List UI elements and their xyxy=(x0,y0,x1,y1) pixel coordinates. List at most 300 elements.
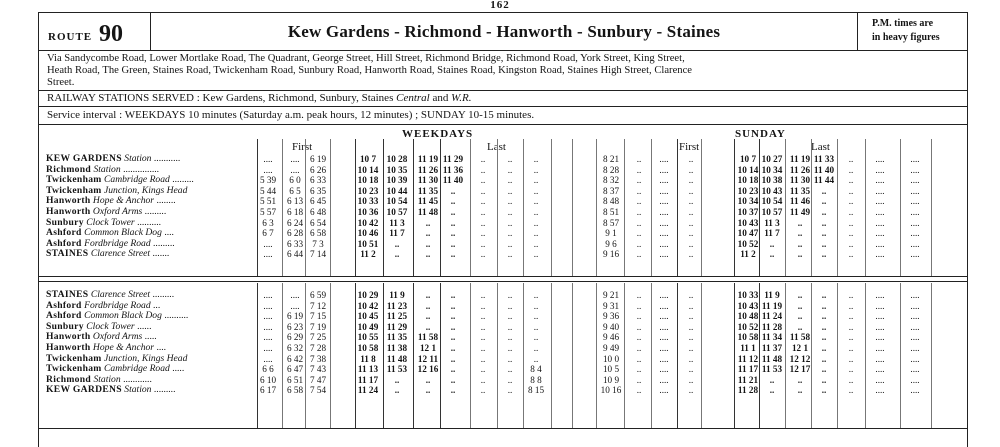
time-cell: 10 52 xyxy=(737,238,759,249)
stop-place: Richmond xyxy=(46,164,92,175)
time-cell: 12 1 xyxy=(791,343,809,353)
time-cell: .. xyxy=(688,374,694,385)
leader-dots: ..... xyxy=(144,332,157,343)
time-cell: .. xyxy=(450,385,456,396)
time-cell: .. xyxy=(636,332,642,343)
column-rule xyxy=(734,139,735,276)
time-cell: .. xyxy=(507,196,513,207)
time-cell: 7 12 xyxy=(309,300,327,311)
time-cell: .. xyxy=(688,249,694,260)
stop-place: Sunbury xyxy=(46,217,84,228)
time-cell: .... xyxy=(875,374,885,385)
time-cell: .... xyxy=(875,238,885,249)
time-cell: .... xyxy=(659,311,669,322)
column-rule xyxy=(440,139,441,276)
time-cell: .. xyxy=(797,385,803,396)
stop-detail: Clock Tower xyxy=(86,321,135,332)
time-cell: .. xyxy=(688,175,694,186)
divider xyxy=(39,106,967,107)
time-cell: .... xyxy=(263,321,273,332)
time-cell: 6 42 xyxy=(286,353,304,364)
time-cell: .... xyxy=(875,207,885,217)
stop-name xyxy=(46,228,266,239)
time-cell: .. xyxy=(688,228,694,239)
time-cell: .... xyxy=(910,217,920,228)
column-rule xyxy=(865,139,866,276)
stop-detail: Clarence Street xyxy=(90,249,151,260)
column-rule xyxy=(355,139,356,276)
weekdays-last-heading: Last xyxy=(487,141,506,153)
time-cell: .. xyxy=(507,321,513,332)
time-cell: .. xyxy=(533,185,539,196)
time-cell: .... xyxy=(659,185,669,196)
time-cell: .... xyxy=(263,154,273,164)
time-cell: .. xyxy=(507,300,513,311)
stop-place: Twickenham xyxy=(46,185,102,196)
time-cell: 11 24 xyxy=(761,311,783,322)
time-cell: .. xyxy=(848,185,854,196)
time-cell: 11 12 xyxy=(737,353,759,364)
time-cell: .. xyxy=(797,374,803,385)
time-cell: 5 39 xyxy=(259,175,277,186)
time-cell: .... xyxy=(875,154,885,164)
time-cell: .. xyxy=(848,364,854,375)
time-cell: .... xyxy=(875,332,885,343)
stop-detail: Junction, Kings Head xyxy=(104,353,188,364)
time-cell: .. xyxy=(848,175,854,186)
column-rule xyxy=(837,139,838,276)
column-rule xyxy=(701,283,702,428)
time-cell: 6 32 xyxy=(286,343,304,353)
time-cell: .. xyxy=(480,228,486,239)
time-cell: .. xyxy=(450,238,456,249)
time-cell: .... xyxy=(659,343,669,353)
time-cell: .. xyxy=(769,385,775,396)
time-cell: 11 7 xyxy=(389,228,405,239)
time-cell: 10 51 xyxy=(357,238,379,249)
time-cell: .. xyxy=(848,290,854,300)
time-cell: 11 1 xyxy=(740,343,756,353)
leader-dots: ......... xyxy=(172,175,194,186)
leader-dots: ........... xyxy=(153,154,181,164)
time-cell: 8 32 xyxy=(602,175,620,186)
time-cell: 6 59 xyxy=(309,290,327,300)
time-cell: 8 57 xyxy=(602,217,620,228)
time-cell: 12 12 xyxy=(789,353,811,364)
time-cell: .. xyxy=(480,374,486,385)
time-cell: .. xyxy=(480,185,486,196)
time-cell: 11 3 xyxy=(764,217,780,228)
time-cell: 10 5 xyxy=(602,364,620,375)
stop-place: Hanworth xyxy=(46,207,91,217)
time-cell: 6 48 xyxy=(309,207,327,217)
time-cell: .. xyxy=(480,154,486,164)
time-cell: .. xyxy=(688,343,694,353)
time-cell: 11 19 xyxy=(417,154,439,164)
table-row xyxy=(39,196,967,207)
column-rule xyxy=(497,139,498,276)
time-cell: 6 44 xyxy=(286,249,304,260)
stop-name xyxy=(46,218,266,229)
stop-detail: Oxford Arms xyxy=(92,207,143,217)
column-rule xyxy=(305,139,306,276)
leader-dots: ............... xyxy=(123,164,160,175)
time-cell: 7 15 xyxy=(309,311,327,322)
time-cell: 11 53 xyxy=(761,364,783,375)
time-cell: .. xyxy=(480,353,486,364)
time-cell: 11 40 xyxy=(813,164,835,175)
time-cell: 5 51 xyxy=(259,196,277,207)
stop-detail: Cambridge Road xyxy=(104,175,170,186)
time-cell: .. xyxy=(848,238,854,249)
column-rule xyxy=(811,283,812,428)
via-line-3: Street. xyxy=(47,77,75,88)
stop-detail: Hope & Anchor xyxy=(92,196,155,207)
time-cell: .. xyxy=(507,164,513,175)
column-rule xyxy=(624,283,625,428)
time-cell: 11 30 xyxy=(417,175,439,186)
time-cell: .. xyxy=(450,332,456,343)
time-cell: 11 48 xyxy=(761,353,783,364)
stop-name xyxy=(46,322,266,333)
leader-dots: ......... xyxy=(153,385,176,396)
time-cell: .... xyxy=(910,300,920,311)
time-cell: .. xyxy=(425,321,431,332)
time-cell: .. xyxy=(688,207,694,217)
time-cell: .. xyxy=(821,249,827,260)
table-row xyxy=(39,354,967,365)
time-cell: 10 43 xyxy=(737,300,759,311)
column-rule xyxy=(383,283,384,428)
time-cell: .... xyxy=(659,353,669,364)
time-cell: 8 28 xyxy=(602,164,620,175)
column-rule xyxy=(624,139,625,276)
time-cell: .. xyxy=(450,196,456,207)
time-cell: 10 33 xyxy=(357,196,379,207)
column-rule xyxy=(330,139,331,276)
time-cell: 10 47 xyxy=(737,228,759,239)
time-cell: .. xyxy=(507,228,513,239)
route-number: 90 xyxy=(99,21,123,47)
time-cell: 11 58 xyxy=(417,332,439,343)
time-cell: 11 3 xyxy=(389,217,405,228)
leader-dots: .... xyxy=(164,228,174,239)
time-cell: .. xyxy=(507,154,513,164)
stop-detail: Hope & Anchor xyxy=(92,343,155,353)
time-cell: .... xyxy=(659,364,669,375)
time-cell: 11 58 xyxy=(789,332,811,343)
time-cell: 6 26 xyxy=(309,164,327,175)
time-cell: .. xyxy=(507,290,513,300)
column-rule xyxy=(759,283,760,428)
time-cell: .. xyxy=(425,217,431,228)
time-cell: .. xyxy=(507,311,513,322)
stop-name xyxy=(46,154,266,165)
time-cell: 6 18 xyxy=(286,207,304,217)
time-cell: .. xyxy=(821,290,827,300)
route-box xyxy=(39,13,151,50)
time-cell: 7 38 xyxy=(309,353,327,364)
time-cell: 11 26 xyxy=(417,164,439,175)
time-cell: 6 47 xyxy=(286,364,304,375)
time-cell: .. xyxy=(450,353,456,364)
stop-name xyxy=(46,175,266,186)
table-row xyxy=(39,165,967,176)
time-cell: .... xyxy=(659,238,669,249)
stop-place: Ashford xyxy=(46,238,82,249)
time-cell: .. xyxy=(425,290,431,300)
time-cell: 6 0 xyxy=(289,175,301,186)
time-cell: 7 3 xyxy=(312,238,324,249)
time-cell: .. xyxy=(507,185,513,196)
stop-place: Ashford xyxy=(46,300,82,311)
stop-name xyxy=(46,165,266,176)
column-rule xyxy=(572,283,573,428)
time-cell: .... xyxy=(263,238,273,249)
time-cell: .. xyxy=(533,300,539,311)
time-cell: 11 40 xyxy=(442,175,464,186)
time-cell: .... xyxy=(910,321,920,332)
column-rule xyxy=(257,139,258,276)
sunday-last-heading: Last xyxy=(811,141,830,153)
time-cell: 11 21 xyxy=(737,374,759,385)
leader-dots: ......... xyxy=(152,290,175,300)
stop-place: Hanworth xyxy=(46,196,91,207)
time-cell: .... xyxy=(875,385,885,396)
time-cell: 12 17 xyxy=(789,364,811,375)
time-cell: 11 30 xyxy=(789,175,811,186)
time-cell: .... xyxy=(910,154,920,164)
service-interval: Service interval : WEEKDAYS 10 minutes (Saturday a.m. peak hours, 12 minutes) ; SUNDAY 10-15 minutes. xyxy=(47,109,535,121)
time-cell: 11 37 xyxy=(761,343,783,353)
column-rule xyxy=(330,283,331,428)
time-cell: .... xyxy=(290,164,300,175)
time-cell: 6 33 xyxy=(286,238,304,249)
time-cell: 7 28 xyxy=(309,343,327,353)
time-cell: .... xyxy=(659,300,669,311)
table-row xyxy=(39,322,967,333)
time-cell: .... xyxy=(659,249,669,260)
column-rule xyxy=(572,139,573,276)
time-cell: .. xyxy=(480,364,486,375)
stop-name xyxy=(46,311,266,322)
time-cell: .... xyxy=(290,154,300,164)
sunday-first-heading: First xyxy=(679,141,700,153)
column-rule xyxy=(931,283,932,428)
table-row xyxy=(39,311,967,322)
time-cell: .. xyxy=(533,207,539,217)
time-cell: .. xyxy=(533,196,539,207)
time-cell: .. xyxy=(636,175,642,186)
via-line-2: Heath Road, The Green, Staines Road, Twickenham Road, Sunbury Road, Hanworth Road, Staines Road, Kingston Road, Staines High Street, Clarence xyxy=(47,65,692,76)
stop-place: Twickenham xyxy=(46,175,102,186)
time-cell: .... xyxy=(875,321,885,332)
stop-detail: Fordbridge Road xyxy=(84,238,151,249)
pm-note-line-2: in heavy figures xyxy=(872,32,940,43)
time-cell: .. xyxy=(848,196,854,207)
time-cell: 6 33 xyxy=(309,175,327,186)
time-cell: 10 45 xyxy=(357,311,379,322)
table-row xyxy=(39,364,967,375)
time-cell: .... xyxy=(659,164,669,175)
stop-detail: Station xyxy=(124,385,152,396)
time-cell: 11 19 xyxy=(761,300,783,311)
column-rule xyxy=(383,139,384,276)
time-cell: .. xyxy=(480,385,486,396)
time-cell: .. xyxy=(821,374,827,385)
stop-place: Hanworth xyxy=(46,332,91,343)
time-cell: 10 16 xyxy=(600,385,622,396)
time-cell: .. xyxy=(821,364,827,375)
time-cell: .... xyxy=(910,228,920,239)
time-cell: .. xyxy=(507,385,513,396)
column-rule xyxy=(551,139,552,276)
divider xyxy=(39,428,967,429)
time-cell: .... xyxy=(659,175,669,186)
time-cell: 8 15 xyxy=(527,385,545,396)
time-cell: .... xyxy=(910,207,920,217)
stop-place: Ashford xyxy=(46,311,82,322)
route-header xyxy=(39,13,967,51)
time-cell: .. xyxy=(533,164,539,175)
time-cell: .... xyxy=(910,249,920,260)
time-cell: 10 7 xyxy=(359,154,377,164)
leader-dots: .... xyxy=(156,343,167,353)
time-cell: .... xyxy=(263,249,273,260)
time-cell: .... xyxy=(875,290,885,300)
time-cell: .. xyxy=(507,175,513,186)
time-cell: .... xyxy=(659,290,669,300)
stop-name xyxy=(46,301,266,312)
time-cell: .... xyxy=(875,217,885,228)
column-rule xyxy=(470,283,471,428)
time-cell: .. xyxy=(797,300,803,311)
stop-place: KEW GARDENS xyxy=(46,154,122,164)
time-cell: 11 17 xyxy=(357,374,379,385)
time-cell: 8 37 xyxy=(602,185,620,196)
time-cell: .. xyxy=(425,374,431,385)
column-rule xyxy=(470,139,471,276)
time-cell: .... xyxy=(875,185,885,196)
table-row xyxy=(39,228,967,239)
time-cell: 11 8 xyxy=(360,353,376,364)
time-cell: .... xyxy=(875,228,885,239)
time-cell: .. xyxy=(533,238,539,249)
time-cell: .. xyxy=(636,185,642,196)
time-cell: .... xyxy=(263,311,273,322)
time-cell: .... xyxy=(263,353,273,364)
time-cell: .. xyxy=(636,364,642,375)
railway-central: Central xyxy=(396,92,430,104)
time-cell: 11 24 xyxy=(357,385,379,396)
time-cell: 6 23 xyxy=(286,321,304,332)
time-cell: .... xyxy=(659,332,669,343)
page-number: 162 xyxy=(490,0,510,11)
time-cell: .. xyxy=(450,185,456,196)
time-cell: .. xyxy=(797,249,803,260)
time-cell: .. xyxy=(507,374,513,385)
time-cell: .. xyxy=(425,238,431,249)
time-cell: 9 6 xyxy=(605,238,617,249)
time-cell: 10 35 xyxy=(386,164,408,175)
time-cell: 9 16 xyxy=(602,249,620,260)
time-cell: .... xyxy=(875,164,885,175)
time-cell: .. xyxy=(636,217,642,228)
time-cell: .. xyxy=(769,238,775,249)
column-rule xyxy=(257,283,258,428)
stop-name xyxy=(46,186,266,197)
pm-note-box xyxy=(857,13,968,50)
time-cell: .... xyxy=(910,290,920,300)
stop-detail: Common Black Dog xyxy=(84,311,162,322)
stop-place: Hanworth xyxy=(46,343,91,353)
time-cell: 11 13 xyxy=(357,364,379,375)
time-cell: .. xyxy=(533,332,539,343)
time-cell: .. xyxy=(636,343,642,353)
time-cell: .. xyxy=(848,385,854,396)
time-cell: 10 49 xyxy=(357,321,379,332)
time-cell: 8 4 xyxy=(530,364,542,375)
time-cell: 11 35 xyxy=(386,332,408,343)
time-cell: .. xyxy=(848,228,854,239)
time-cell: 11 36 xyxy=(442,164,464,175)
sunday-heading: SUNDAY xyxy=(735,128,786,140)
stop-place: Twickenham xyxy=(46,364,102,375)
column-rule xyxy=(701,139,702,276)
column-rule xyxy=(677,139,678,276)
time-cell: .... xyxy=(910,353,920,364)
time-cell: .. xyxy=(450,249,456,260)
leader-dots: .......... xyxy=(137,217,162,228)
time-cell: .. xyxy=(507,364,513,375)
time-cell: .. xyxy=(848,311,854,322)
time-cell: .. xyxy=(769,249,775,260)
time-cell: .. xyxy=(450,364,456,375)
time-cell: 10 23 xyxy=(737,185,759,196)
time-cell: .... xyxy=(875,249,885,260)
time-cell: .. xyxy=(507,249,513,260)
time-cell: .. xyxy=(480,217,486,228)
leader-dots: ......... xyxy=(144,207,167,217)
time-cell: 10 38 xyxy=(761,175,783,186)
time-cell: .. xyxy=(688,321,694,332)
column-rule xyxy=(596,283,597,428)
time-cell: 11 44 xyxy=(813,175,835,186)
time-cell: .... xyxy=(659,321,669,332)
stop-name xyxy=(46,364,266,375)
time-cell: .. xyxy=(797,217,803,228)
time-cell: 7 43 xyxy=(309,364,327,375)
column-rule xyxy=(651,283,652,428)
table-row xyxy=(39,332,967,343)
column-rule xyxy=(651,139,652,276)
time-cell: .. xyxy=(848,374,854,385)
column-rule xyxy=(413,139,414,276)
leader-dots: ............ xyxy=(123,374,152,385)
time-cell: .. xyxy=(688,353,694,364)
stop-name xyxy=(46,375,266,386)
route-label: ROUTE xyxy=(48,31,93,43)
table-row xyxy=(39,343,967,354)
time-cell: 11 9 xyxy=(389,290,405,300)
leader-dots: ......... xyxy=(153,238,175,249)
time-cell: .. xyxy=(636,238,642,249)
time-cell: .. xyxy=(533,343,539,353)
weekdays-heading: WEEKDAYS xyxy=(402,128,474,140)
time-cell: .. xyxy=(394,249,400,260)
time-cell: 11 19 xyxy=(789,154,811,164)
time-cell: 10 43 xyxy=(761,185,783,196)
